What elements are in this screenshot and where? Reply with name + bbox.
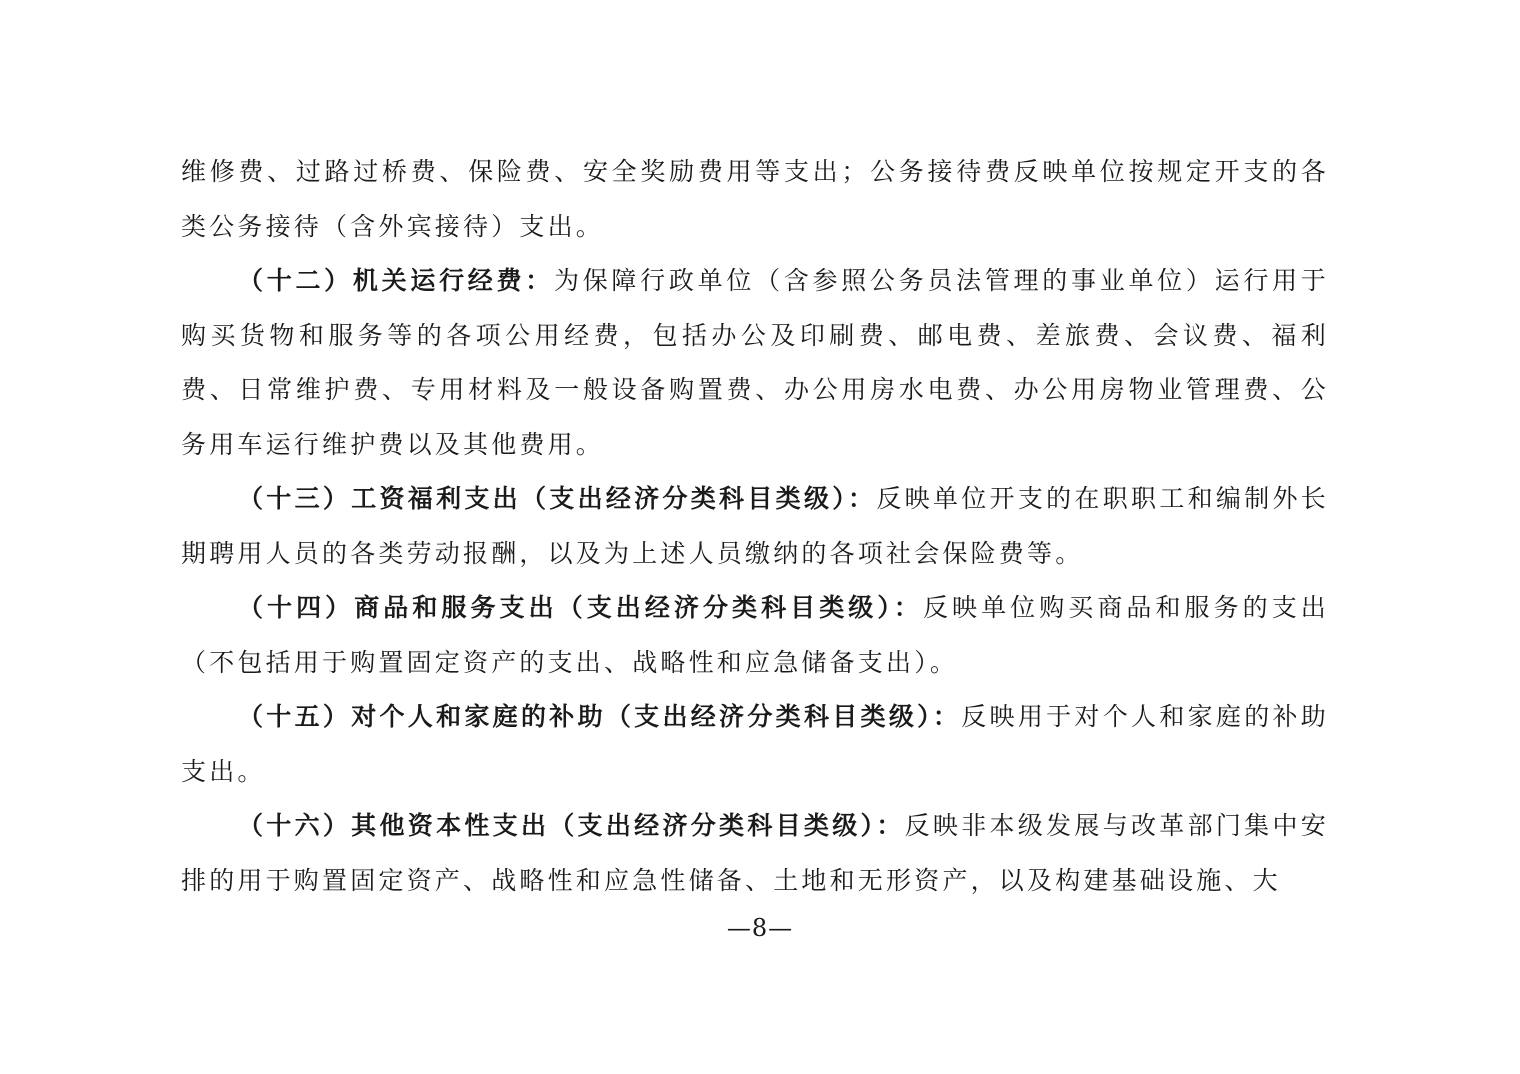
paragraph-heading: （十三）工资福利支出（支出经济分类科目类级）： — [238, 484, 877, 513]
paragraph-text: 反映用于对个人和家庭的补助支出。 — [181, 702, 1330, 786]
paragraph-goods-services — [181, 581, 1329, 690]
paragraph-text: 反映非本级发展与改革部门集中安排的用于购置固定资产、战略性和应急性储备、土地和无形资产，以及构建基础设施、大 — [181, 811, 1329, 895]
document-body — [181, 145, 1329, 908]
paragraph-other-capital — [181, 799, 1329, 908]
paragraph-text: 反映单位购买商品和服务的支出（不包括用于购置固定资产的支出、战略性和应急储备支出）。 — [181, 593, 1329, 677]
paragraph-household-subsidy — [181, 690, 1329, 799]
paragraph-heading: （十四）商品和服务支出（支出经济分类科目类级）： — [238, 593, 923, 622]
page-number: —8— — [726, 914, 794, 942]
paragraph-text: 反映单位开支的在职职工和编制外长期聘用人员的各类劳动报酬，以及为上述人员缴纳的各项社会保险费等。 — [181, 484, 1330, 568]
paragraph-text: 为保障行政单位（含参照公务员法管理的事业单位）运行用于购买货物和服务等的各项公用经费，包括办公及印刷费、邮电费、差旅费、会议费、福利费、日常维护费、专用材料及一般设备购置费、办公用房水电费、办公用房物业管理费、公务用车运行维护费以及其他费用。 — [181, 266, 1329, 459]
paragraph-heading: （十五）对个人和家庭的补助（支出经济分类科目类级）： — [238, 702, 962, 731]
paragraph-heading: （十二）机关运行经费： — [238, 266, 554, 295]
paragraph-heading: （十六）其他资本性支出（支出经济分类科目类级）： — [238, 811, 905, 840]
paragraph-text: 维修费、过路过桥费、保险费、安全奖励费用等支出；公务接待费反映单位按规定开支的各类公务接待（含外宾接待）支出。 — [181, 157, 1329, 241]
paragraph-organ-operating-funds — [181, 254, 1329, 472]
paragraph-wage-welfare — [181, 472, 1329, 581]
paragraph-continuation — [181, 145, 1329, 254]
